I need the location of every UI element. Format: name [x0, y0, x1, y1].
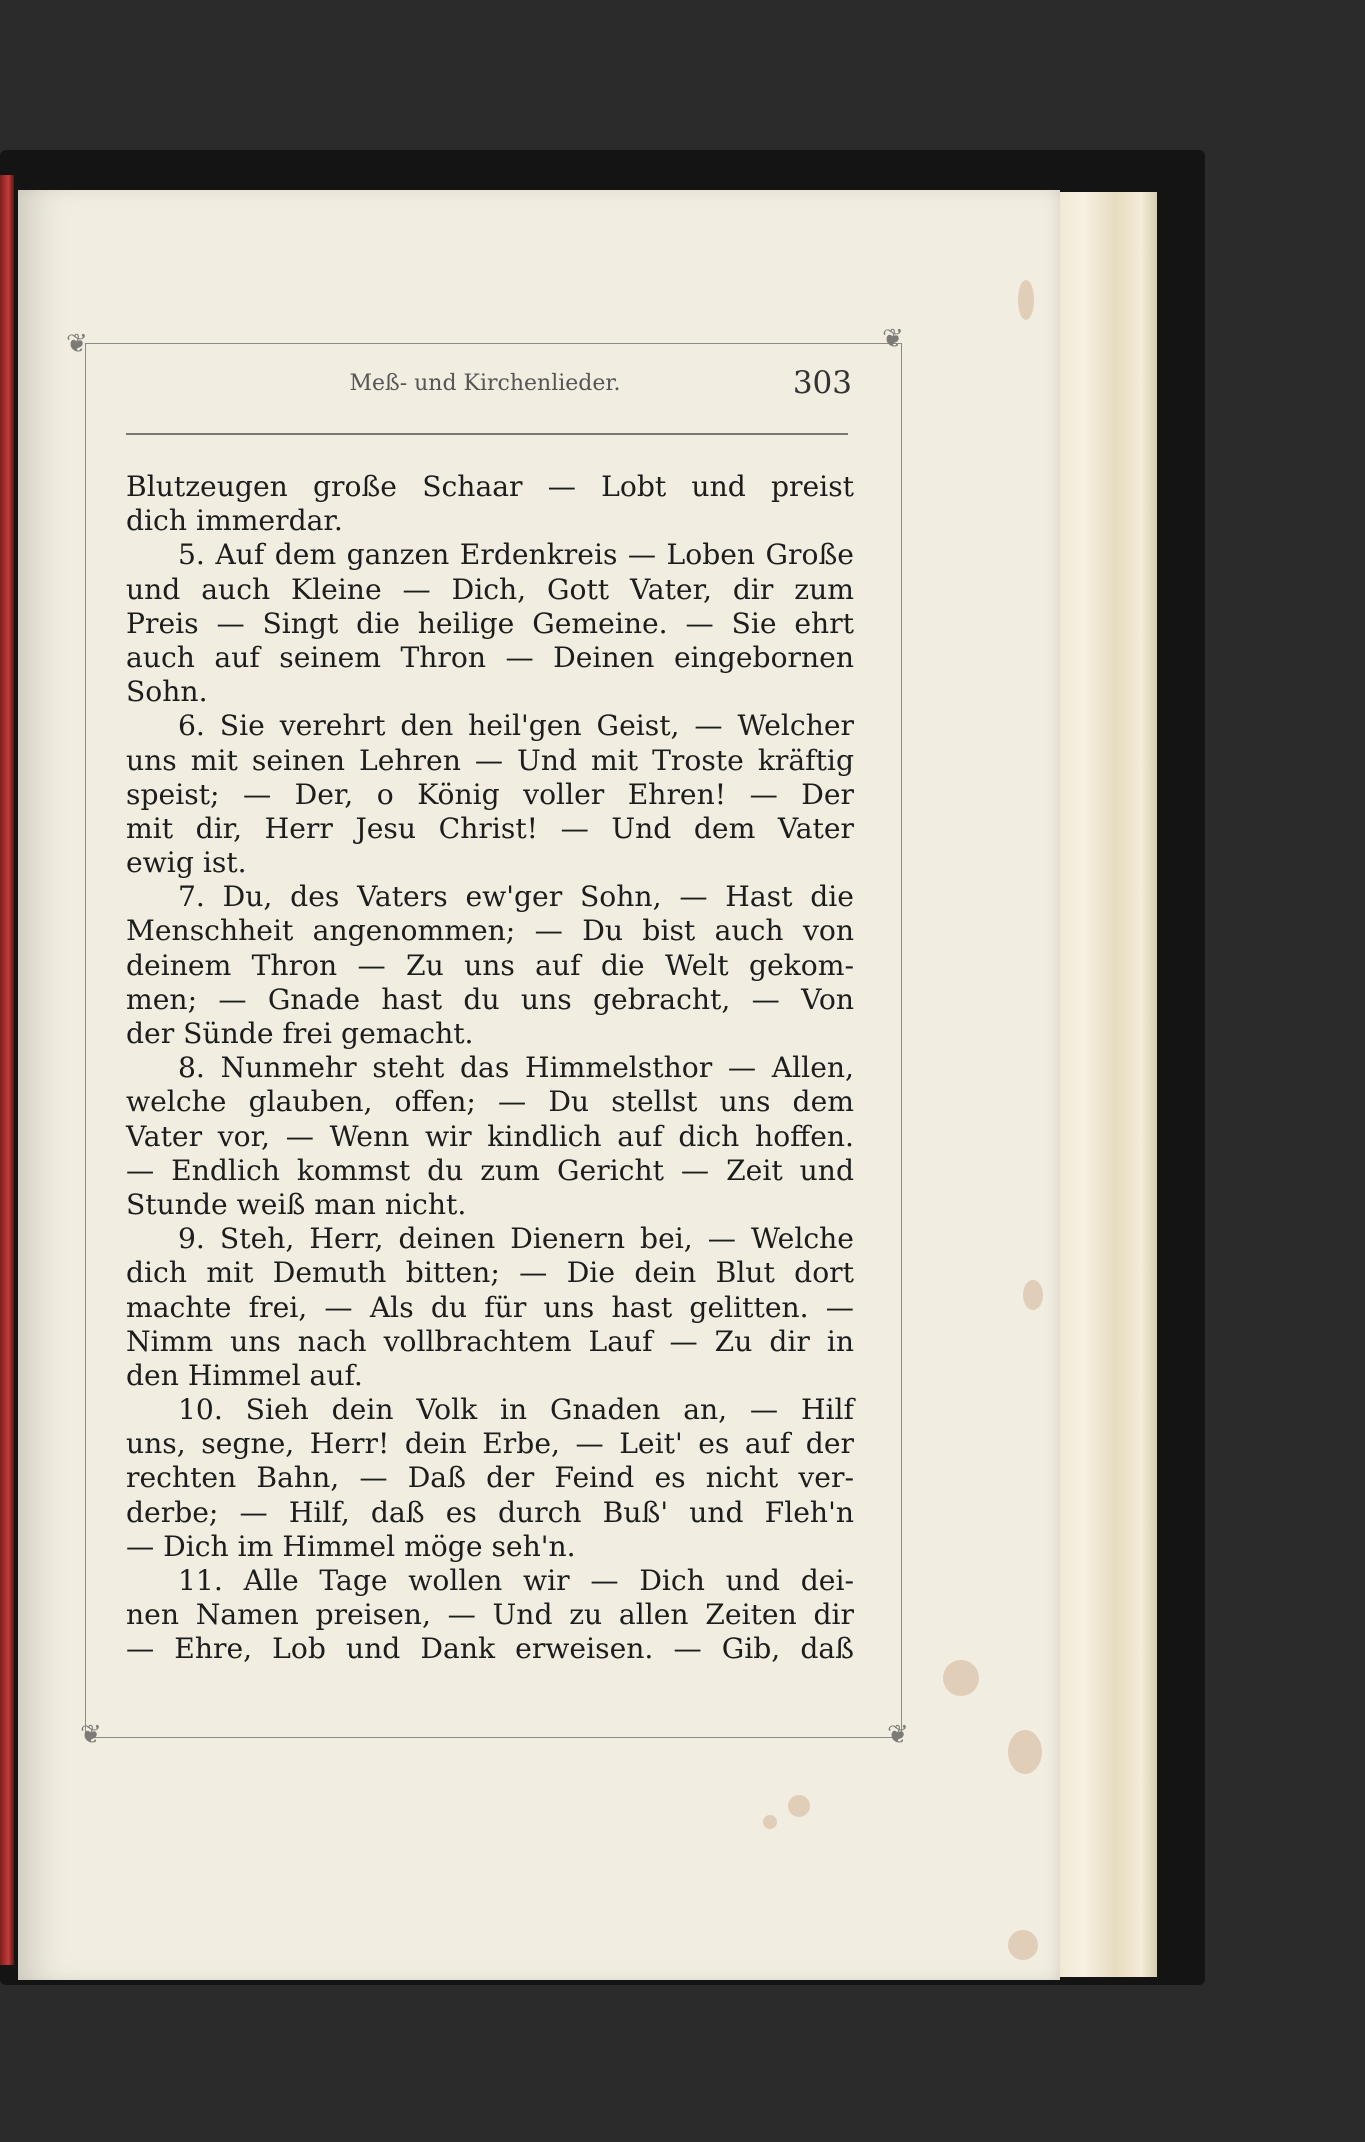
text-line: uns mit seinen Lehren — Und mit Troste kräftig — [126, 743, 854, 777]
text-line: — Dich im Himmel möge seh'n. — [126, 1529, 576, 1563]
running-title: Meß- und Kirchenlieder. — [349, 371, 621, 396]
text-line: Vater vor, — Wenn wir kindlich auf dich hoffen. — [126, 1119, 854, 1153]
text-line: 11. Alle Tage wollen wir — Dich und dei- — [178, 1564, 854, 1597]
text-line: Sohn. — [126, 675, 208, 709]
foxing-stain — [788, 1795, 810, 1817]
text-line: der Sünde frei gemacht. — [126, 1017, 474, 1050]
text-line: men; — Gnade hast du uns gebracht, — Von — [126, 982, 854, 1016]
text-line: 6. Sie verehrt den heil'gen Geist, — Welcher — [178, 709, 854, 743]
text-line: mit dir, Herr Jesu Christ! — Und dem Vater — [126, 811, 854, 845]
text-line: uns, segne, Herr! dein Erbe, — Leit' es auf der — [126, 1427, 854, 1461]
text-line: speist; — Der, o König voller Ehren! — Der — [126, 777, 854, 811]
corner-ornament-top-left: ❦ — [66, 329, 88, 359]
header-rule — [126, 433, 848, 435]
foxing-stain — [943, 1660, 979, 1696]
page-edges — [1050, 192, 1157, 1977]
corner-ornament-bottom-left: ❦ — [80, 1720, 102, 1750]
text-line: auch auf seinem Thron — Deinen eingebornen — [126, 640, 854, 674]
text-line: den Himmel auf. — [126, 1358, 363, 1392]
text-line: 7. Du, des Vaters ew'ger Sohn, — Hast die — [178, 880, 854, 914]
text-line: deinem Thron — Zu uns auf die Welt gekom- — [126, 948, 854, 982]
text-line: Preis — Singt die heilige Gemeine. — Sie ehrt — [126, 606, 854, 640]
text-line: 8. Nunmehr steht das Himmelsthor — Allen, — [178, 1051, 854, 1085]
text-line: — Ehre, Lob und Dank erweisen. — Gib, daß — [126, 1632, 854, 1666]
text-line: derbe; — Hilf, daß es durch Buß' und Fleh'n — [126, 1495, 854, 1529]
corner-ornament-bottom-right: ❦ — [887, 1720, 909, 1750]
page-number: 303 — [792, 365, 852, 401]
text-line: 9. Steh, Herr, deinen Dienern bei, — Welche — [178, 1222, 854, 1256]
foxing-stain — [1023, 1280, 1043, 1310]
text-line: 10. Sieh dein Volk in Gnaden an, — Hilf — [178, 1393, 854, 1427]
text-line: Menschheit angenommen; — Du bist auch von — [126, 914, 854, 948]
running-head — [120, 365, 850, 405]
text-line: Stunde weiß man nicht. — [126, 1187, 467, 1221]
foxing-stain — [1008, 1730, 1042, 1774]
text-line: dich mit Demuth bitten; — Die dein Blut dort — [126, 1256, 854, 1290]
corner-ornament-top-right: ❦ — [882, 324, 904, 354]
text-line: rechten Bahn, — Daß der Feind es nicht ver- — [126, 1461, 854, 1495]
text-line: machte frei, — Als du für uns hast gelitten. — — [126, 1290, 854, 1324]
text-line: ewig ist. — [126, 846, 247, 880]
foxing-stain — [763, 1815, 777, 1829]
text-line: Blutzeugen große Schaar — Lobt und preist — [126, 470, 854, 503]
spine-edge — [0, 175, 14, 1965]
text-line: 5. Auf dem ganzen Erdenkreis — Loben Große — [178, 538, 854, 572]
text-line: dich immerdar. — [126, 504, 343, 538]
text-line: — Endlich kommst du zum Gericht — Zeit und — [126, 1153, 854, 1187]
foxing-stain — [1008, 1930, 1038, 1960]
hymn-text — [126, 470, 854, 1667]
text-line: nen Namen preisen, — Und zu allen Zeiten dir — [126, 1598, 854, 1632]
foxing-stain — [1018, 280, 1034, 320]
text-line: und auch Kleine — Dich, Gott Vater, dir zum — [126, 572, 854, 606]
text-line: Nimm uns nach vollbrachtem Lauf — Zu dir in — [126, 1324, 854, 1358]
text-line: welche glauben, offen; — Du stellst uns dem — [126, 1085, 854, 1119]
